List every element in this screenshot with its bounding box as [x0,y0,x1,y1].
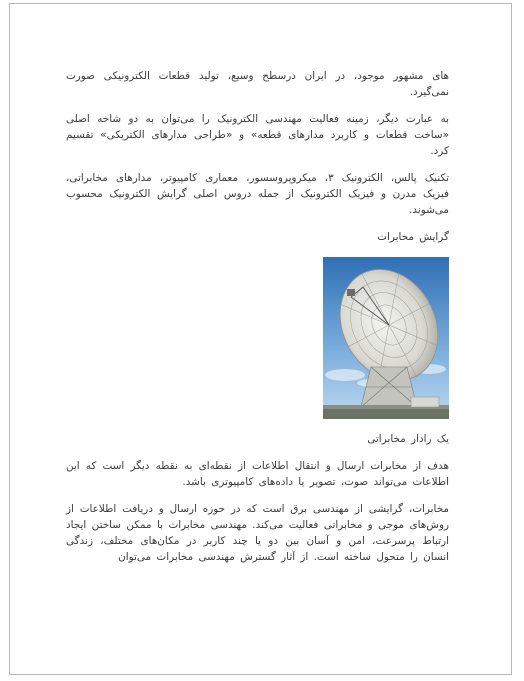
paragraph-3: تکنیک پالس، الکترونیک ۳، میکروپروسسور، معماری کامپیوتر، مدارهای مخابراتی، فیزیک مدرن و فیزیک الکترونیک از جمله دروس اصلی گرایش الکترونیک محسوب می‌شوند. [66,172,449,216]
paragraph-1: های مشهور موجود، در ایران درسطح وسیع، تولید قطعات الکترونیکی صورت نمی‌گیرد. [66,70,449,98]
radar-dish-image [323,257,449,419]
section-heading: گرایش مخابرات [377,231,449,243]
paragraph-5: مخابرات، گرایشی از مهندسی برق است که در حوزه ارسال و دریافت اطلاعات از روش‌های موجی و مخابراتی فعالیت می‌کند. مهندسی مخابرات با ممکن ساختن ایجاد ارتباط پرسرعت، امن و آسان بین دو یا چند کاربر در مکان‌های مختلف، زندگی انسان را متحول ساخته است. از آثار گسترش مهندسی مخابرات می‌توان [66,503,449,563]
figure-caption: یک رادار مخابراتی [367,433,449,445]
paragraph-4: هدف از مخابرات ارسال و انتقال اطلاعات از نقطه‌ای به نقطه دیگر است که این اطلاعات می‌تواند صوت، تصویر یا داده‌های کامپیوتری باشد. [66,460,449,488]
document-page [9,3,512,675]
document-body [66,68,449,576]
paragraph-2: به عبارت دیگر، زمینه فعالیت مهندسی الکترونیک را می‌توان به دو شاخه اصلی «ساخت قطعات و کاربرد مدارهای قطعه» و «طراحی مدارهای الکتریکی» تقسیم کرد. [66,113,449,157]
